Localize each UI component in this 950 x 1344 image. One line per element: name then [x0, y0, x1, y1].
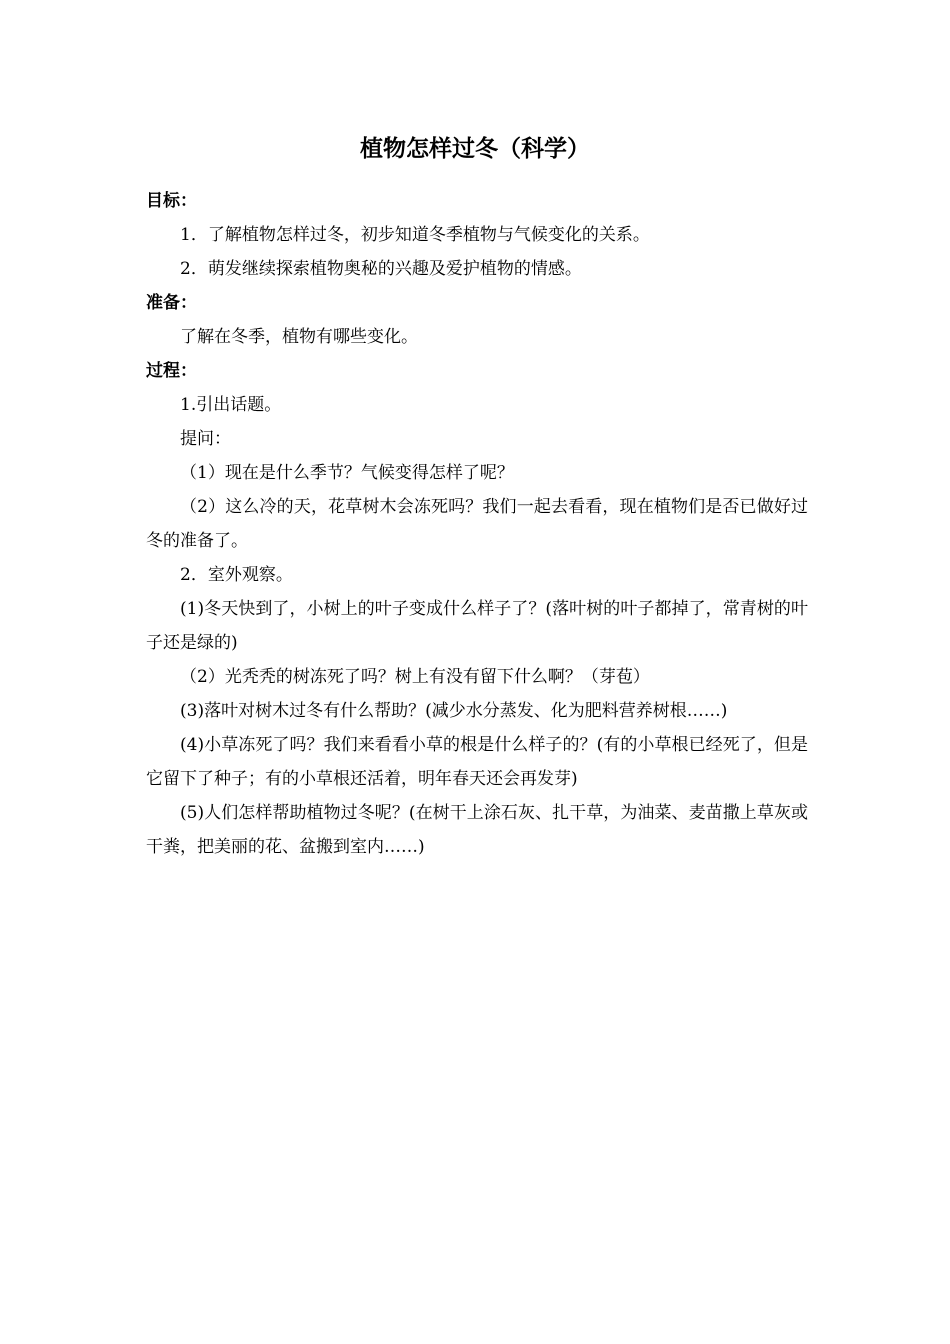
process-step: 1.引出话题。 [180, 395, 282, 415]
preparation-item: 了解在冬季，植物有哪些变化。 [180, 327, 418, 347]
section-heading-goals: 目标： [146, 191, 197, 211]
process-question: （1）现在是什么季节？气候变得怎样了呢？ [180, 463, 514, 483]
section-preparation [146, 286, 808, 354]
process-question: （2）光秃秃的树冻死了吗？树上有没有留下什么啊？（芽苞） [180, 667, 650, 687]
goal-item: 1．了解植物怎样过冬，初步知道冬季植物与气候变化的关系。 [180, 225, 650, 245]
section-heading-process: 过程： [146, 361, 197, 381]
process-question: (4)小草冻死了吗？我们来看看小草的根是什么样子的？(有的小草根已经死了，但是它留下了种子；有的小草根还活着，明年春天还会再发芽) [146, 735, 808, 789]
section-goals [146, 184, 808, 286]
process-question: (3)落叶对树木过冬有什么帮助？(减少水分蒸发、化为肥料营养树根……) [180, 701, 728, 721]
process-question: (1)冬天快到了，小树上的叶子变成什么样子了？(落叶树的叶子都掉了，常青树的叶子还是绿的) [146, 599, 808, 653]
section-heading-preparation: 准备： [146, 293, 197, 313]
section-process [146, 354, 808, 864]
document-title: 植物怎样过冬（科学） [360, 136, 590, 162]
process-question: (5)人们怎样帮助植物过冬呢？(在树干上涂石灰、扎干草，为油菜、麦苗撒上草灰或干粪，把美丽的花、盆搬到室内……) [146, 803, 808, 857]
document-body [146, 184, 808, 864]
process-question: （2）这么冷的天，花草树木会冻死吗？我们一起去看看，现在植物们是否已做好过冬的准备了。 [146, 497, 808, 551]
process-step: 提问： [180, 429, 231, 449]
process-step: 2．室外观察。 [180, 565, 293, 585]
goal-item: 2．萌发继续探索植物奥秘的兴趣及爱护植物的情感。 [180, 259, 582, 279]
